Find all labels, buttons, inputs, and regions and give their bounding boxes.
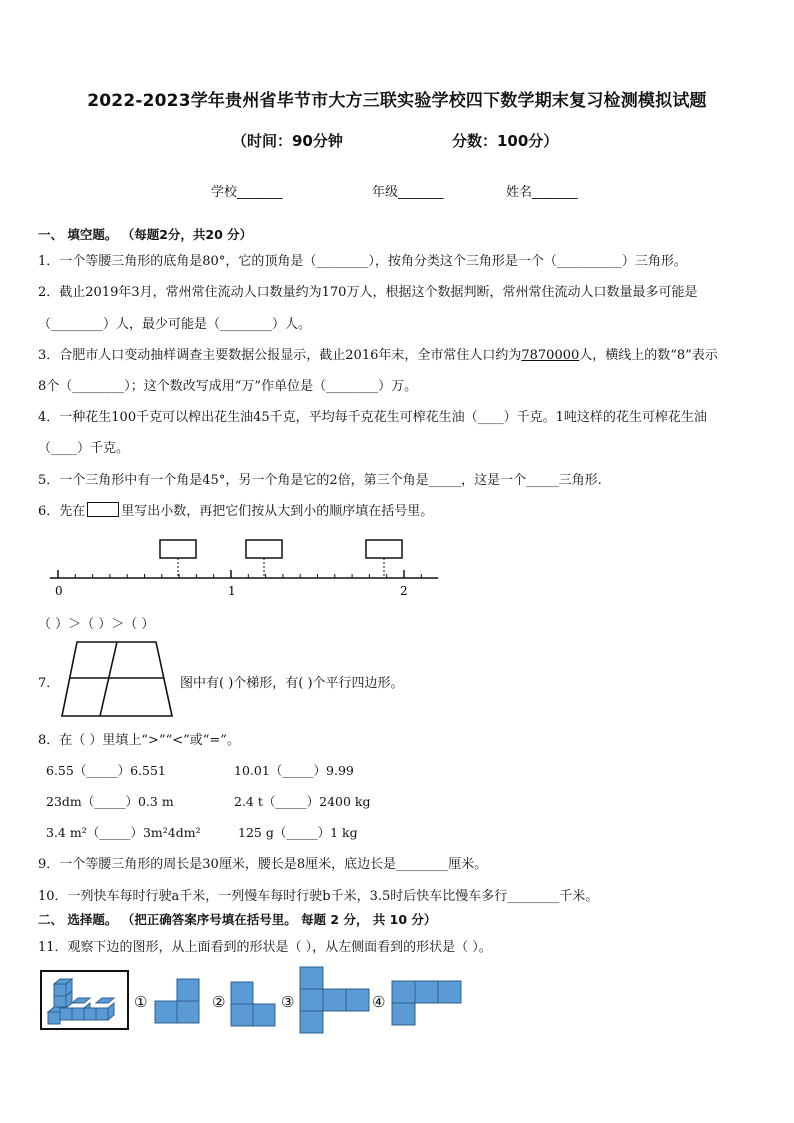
question-3-text-a: 3．合肥市人口变动抽样调查主要数据公报显示，截止2016年末，全市常住人口约为 <box>38 348 522 363</box>
question-11: 11．观察下边的图形，从上面看到的形状是（ ），从左侧面看到的形状是（ ）。 <box>38 940 492 955</box>
page-title: 2022-2023学年贵州省毕节市大方三联实验学校四下数学期末复习检测模拟试题 <box>87 91 707 111</box>
option-1-shape[interactable] <box>155 979 200 1024</box>
time-limit: （时间：90分钟 <box>232 132 343 150</box>
question-7-number: 7． <box>38 676 60 691</box>
grade-field[interactable]: 年级_______ <box>372 185 444 200</box>
trapezoid-figure <box>60 640 180 720</box>
compare-item-2: 10.01（_____）9.99 <box>234 763 354 778</box>
question-9: 9．一个等腰三角形的周长是30厘米，腰长是8厘米，底边长是________厘米。 <box>38 857 488 872</box>
question-3-text-b: 人，横线上的数“8”表示 <box>579 348 718 363</box>
question-2-line-2: （________）人，最少可能是（________）人。 <box>38 317 312 332</box>
name-field[interactable]: 姓名_______ <box>506 185 578 200</box>
question-6-text-b: 里写出小数，再把它们按从大到小的顺序填在括号里。 <box>121 504 434 519</box>
option-2-shape[interactable] <box>231 982 277 1028</box>
option-3-shape[interactable] <box>300 967 370 1037</box>
question-4-line-1: 4．一种花生100千克可以榨出花生油45千克，平均每千克花生可榨花生油（____）千克。1吨这样的花生可榨花生油 <box>38 410 707 425</box>
question-5: 5．一个三角形中有一个角是45°，另一个角是它的2倍，第三个角是_____，这是一个_____三角形. <box>38 473 602 488</box>
question-4-line-2: （____）千克。 <box>38 441 130 456</box>
question-3-line-2: 8个（________）；这个数改写成用“万”作单位是（________）万。 <box>38 379 418 394</box>
axis-ticks <box>58 570 421 578</box>
school-field[interactable]: 学校_______ <box>211 185 283 200</box>
question-6-text-a: 6．先在 <box>38 504 86 519</box>
option-1-label[interactable]: ① <box>134 993 148 1011</box>
order-answer[interactable]: （ ）＞（ ）＞（ ） <box>38 617 155 632</box>
compare-item-1: 6.55（_____）6.551 <box>46 763 166 778</box>
axis-label-1: 1 <box>228 584 236 598</box>
axis-label-2: 2 <box>400 584 408 598</box>
question-6 <box>38 500 433 519</box>
question-2-line-1: 2．截止2019年3月，常州常住流动人口数量约为170万人，根据这个数据判断，常州常住流动人口数量最多可能是 <box>38 285 698 300</box>
section-1-heading: 一、 填空题。 （每题2分，共20 分） <box>38 227 253 242</box>
number-line-box-2[interactable] <box>246 540 282 558</box>
number-line-box-3[interactable] <box>366 540 402 558</box>
answer-box-sample <box>87 502 119 517</box>
option-4-label[interactable]: ④ <box>372 993 386 1011</box>
question-7: 图中有( )个梯形，有( )个平行四边形。 <box>180 676 404 691</box>
number-line-box-1[interactable] <box>160 540 196 558</box>
compare-item-6: 125 g（_____）1 kg <box>238 825 358 840</box>
question-1: 1．一个等腰三角形的底角是80°，它的顶角是（________），按角分类这个三角形是一个（__________）三角形。 <box>38 254 687 269</box>
compare-item-4: 2.4 t（_____）2400 kg <box>234 794 371 809</box>
total-score: 分数：100分） <box>452 132 559 150</box>
option-4-shape[interactable] <box>392 981 462 1027</box>
compare-item-5: 3.4 m²（_____）3m²4dm² <box>46 825 201 840</box>
section-2-heading: 二、 选择题。 （把正确答案序号填在括号里。 每题 2 分， 共 10 分） <box>38 912 437 927</box>
question-10: 10．一列快车每时行驶a千米，一列慢车每时行驶b千米，3.5时后快车比慢车多行________千米。 <box>38 889 599 904</box>
option-3-label[interactable]: ③ <box>281 993 295 1011</box>
axis-label-0: 0 <box>55 584 63 598</box>
question-3-line-1 <box>38 344 718 363</box>
number-line <box>0 530 794 600</box>
option-2-label[interactable]: ② <box>212 993 226 1011</box>
question-8-intro: 8．在（ ）里填上“>”“<”或“=”。 <box>38 733 240 748</box>
compare-item-3: 23dm（_____）0.3 m <box>46 794 174 809</box>
cube-stack-figure <box>40 970 130 1032</box>
population-number: 7870000 <box>521 348 580 363</box>
